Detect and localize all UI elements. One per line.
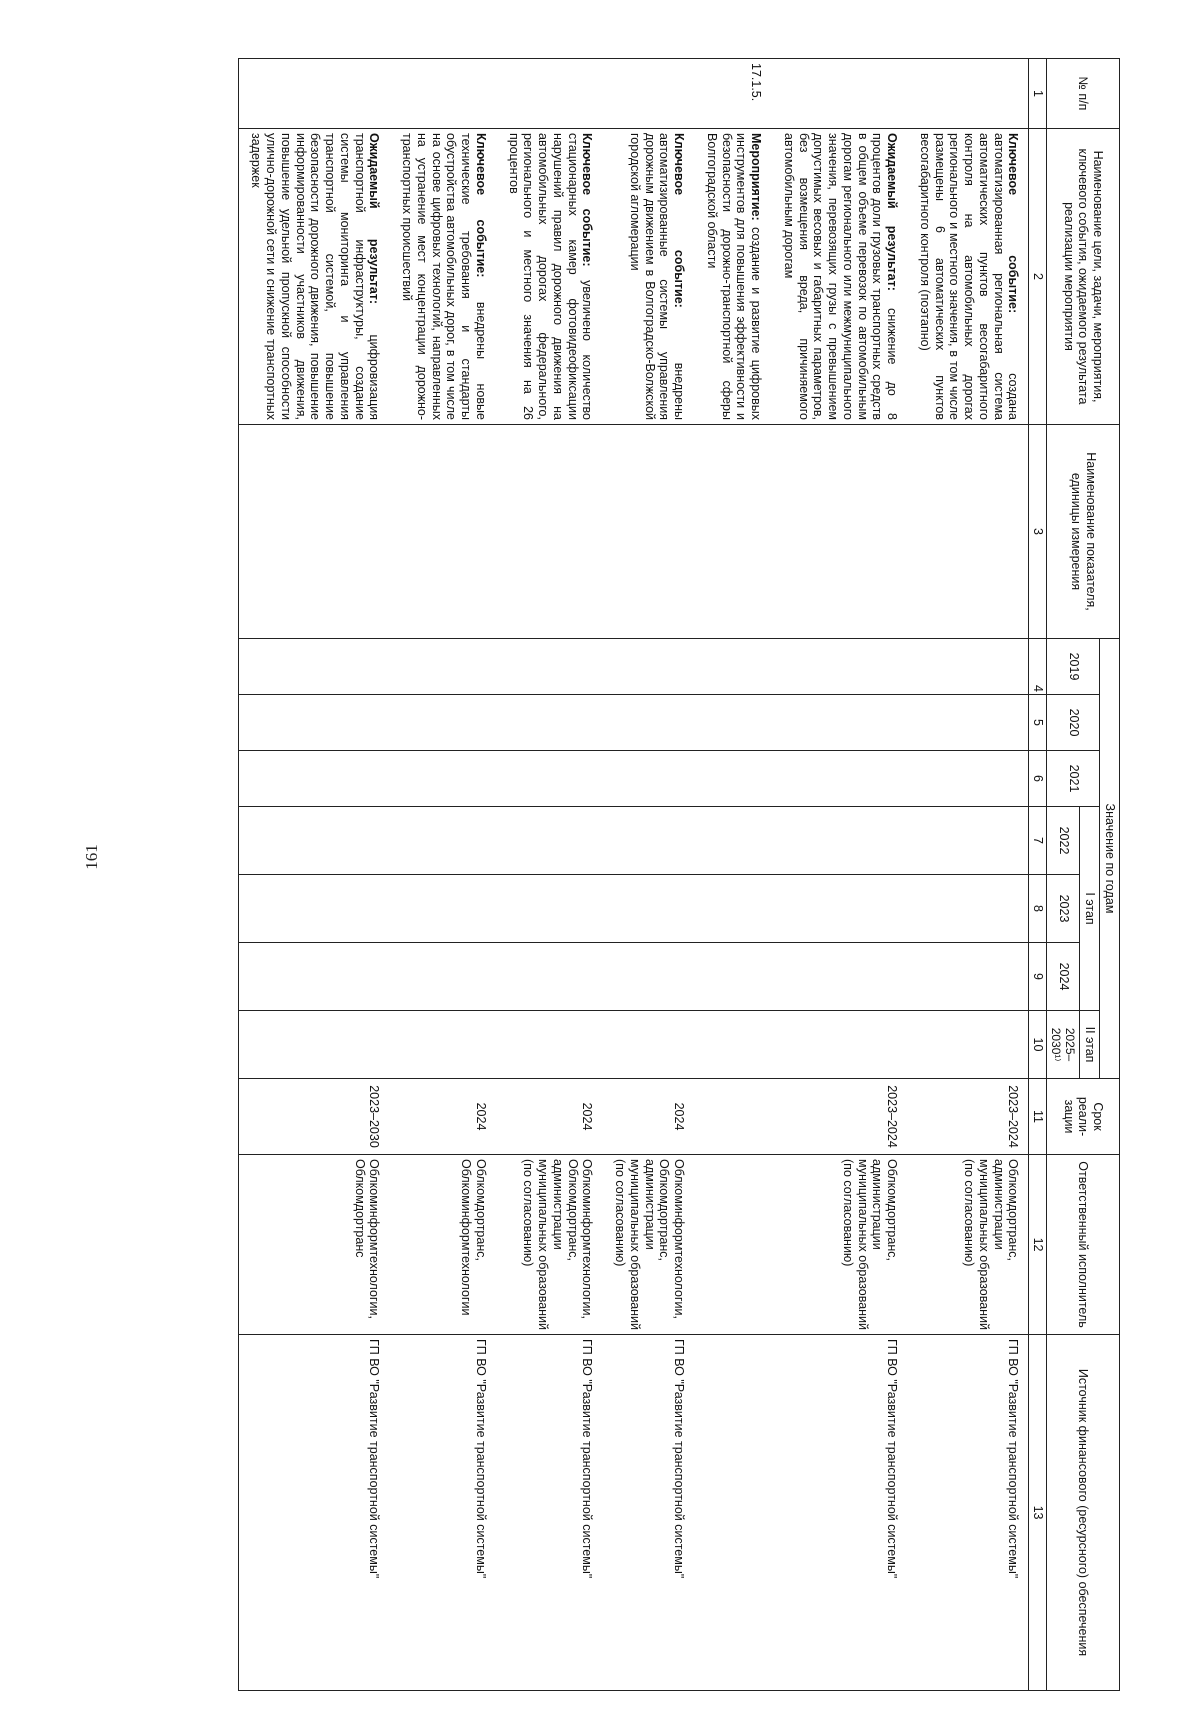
header-executor: Ответственный исполнитель xyxy=(1047,1155,1120,1335)
row-year-value xyxy=(602,943,694,1011)
row-source: ГП ВО "Развитие транспортной системы" xyxy=(907,1335,1029,1691)
header-year-2024: 2024 xyxy=(1047,943,1080,1011)
page-number: 161 xyxy=(82,844,101,870)
row-year-value xyxy=(496,639,603,695)
col-number: 3 xyxy=(1029,425,1047,639)
row-year-value xyxy=(238,695,389,751)
col-number: 10 xyxy=(1029,1011,1047,1079)
row-source: ГП ВО "Развитие транспортной системы" xyxy=(389,1335,496,1691)
header-stage-2: II этап xyxy=(1080,1011,1100,1079)
row-year-value xyxy=(771,1011,907,1079)
row-number xyxy=(496,59,603,129)
table-row xyxy=(771,59,907,1691)
row-indicator xyxy=(602,425,694,639)
row-indicator xyxy=(907,425,1029,639)
col-number: 7 xyxy=(1029,807,1047,875)
row-year-value xyxy=(694,1011,771,1079)
row-year-value xyxy=(496,751,603,807)
row-label: Ключевое событие: xyxy=(672,133,687,308)
row-description xyxy=(496,129,603,425)
row-year-value xyxy=(771,875,907,943)
row-year-value xyxy=(907,639,1029,695)
header-num: № п/п xyxy=(1047,59,1120,129)
header-year-2021: 2021 xyxy=(1047,751,1100,807)
header-year-2020: 2020 xyxy=(1047,695,1100,751)
header-values-by-year: Значение по годам xyxy=(1100,639,1120,1079)
row-executor: Облкоминформтехнологии, Облкомдортранс, администрации муниципальных образований (по согласованию) xyxy=(602,1155,694,1335)
row-year-value xyxy=(238,639,389,695)
row-year-value xyxy=(238,1011,389,1079)
row-year-value xyxy=(496,875,603,943)
header-year-2025-2030: 2025–2030¹⁾ xyxy=(1047,1011,1080,1079)
table-row xyxy=(602,59,694,1691)
row-year-value xyxy=(602,1011,694,1079)
row-year-value xyxy=(496,695,603,751)
row-year-value xyxy=(602,695,694,751)
row-year-value xyxy=(389,875,496,943)
row-year-value xyxy=(238,875,389,943)
row-year-value xyxy=(238,807,389,875)
row-number: 17.1.5. xyxy=(694,59,771,129)
row-description xyxy=(694,129,771,425)
row-year-value xyxy=(771,639,907,695)
row-description xyxy=(771,129,907,425)
col-number: 12 xyxy=(1029,1155,1047,1335)
row-description xyxy=(238,129,389,425)
row-executor: Облкоминформтехнологии, Облкомдортранс xyxy=(238,1155,389,1335)
row-year-value xyxy=(496,1011,603,1079)
row-year-value xyxy=(602,875,694,943)
row-label: Мероприятие: xyxy=(749,133,764,221)
row-number xyxy=(389,59,496,129)
row-text: цифровизация транспортной инфраструктуры, создание системы мониторинга и управления транспортной системой, повышение безопасности дорожного движения, повышение информированности участников движения, повышение удельной пропускной способности улично-дорожной сети и снижение транспортных задержек xyxy=(249,133,382,420)
row-year-value xyxy=(389,695,496,751)
row-text: внедрены автоматизированные системы управления дорожным движением в Волгоградско-Волжской городской агломерации xyxy=(627,133,687,420)
col-number: 1 xyxy=(1029,59,1047,129)
row-year-value xyxy=(907,1011,1029,1079)
header-indicator: Наименование показателя, единицы измерения xyxy=(1047,425,1120,639)
row-year-value xyxy=(907,695,1029,751)
row-year-value xyxy=(389,943,496,1011)
col-number: 2 xyxy=(1029,129,1047,425)
row-term: 2023–2030 xyxy=(238,1079,389,1155)
col-number: 11 xyxy=(1029,1079,1047,1155)
header-year-2019: 2019 xyxy=(1047,639,1100,695)
row-text: увеличено количество стационарных камер фотовидеофиксации нарушений правил дорожного движения на автомобильных дорогах федерального, регионального и местного значения на 26 процентов xyxy=(506,133,595,420)
row-executor xyxy=(694,1155,771,1335)
row-label: Ожидаемый результат: xyxy=(367,133,382,305)
row-text: снижение до 8 процентов доли грузовых транспортных средств в общем объеме перевозок по автомобильным дорогам регионального или межмуниципального значения, перевозящих грузы с превышением допустимых весовых и габаритных параметров, без возмещения вреда, причиняемого автомобильным дорогам xyxy=(781,133,900,420)
row-source: ГП ВО "Развитие транспортной системы" xyxy=(771,1335,907,1691)
row-indicator xyxy=(389,425,496,639)
row-executor: Облкоминформтехнологии, Облкомдортранс, администрации муниципальных образований (по согласованию) xyxy=(496,1155,603,1335)
row-year-value xyxy=(389,807,496,875)
row-year-value xyxy=(771,807,907,875)
row-executor: Облкомдортранс, администрации муниципальных образований (по согласованию) xyxy=(907,1155,1029,1335)
row-executor: Облкомдортранс, администрации муниципальных образований (по согласованию) xyxy=(771,1155,907,1335)
row-year-value xyxy=(496,807,603,875)
row-number xyxy=(907,59,1029,129)
table-row xyxy=(389,59,496,1691)
row-year-value xyxy=(602,807,694,875)
row-term xyxy=(694,1079,771,1155)
col-number: 6 xyxy=(1029,751,1047,807)
row-indicator xyxy=(694,425,771,639)
row-year-value xyxy=(238,751,389,807)
col-number: 8 xyxy=(1029,875,1047,943)
header-name: Наименование цели, задачи, мероприятия, ключевого события, ожидаемого результата реализации мероприятия xyxy=(1047,129,1120,425)
row-year-value xyxy=(907,807,1029,875)
table-row xyxy=(694,59,771,1691)
row-text: внедрены новые технические требования и стандарты обустройства автомобильных дорог, в том числе на основе цифровых технологий, направленных на устранение мест концентрации дорожно-транспортных происшествий xyxy=(400,133,488,420)
row-year-value xyxy=(694,695,771,751)
header-year-2022: 2022 xyxy=(1047,807,1080,875)
row-indicator xyxy=(238,425,389,639)
row-year-value xyxy=(907,875,1029,943)
row-year-value xyxy=(389,639,496,695)
row-description xyxy=(907,129,1029,425)
row-year-value xyxy=(496,943,603,1011)
row-year-value xyxy=(907,751,1029,807)
table-row xyxy=(907,59,1029,1691)
row-indicator xyxy=(496,425,603,639)
row-source: ГП ВО "Развитие транспортной системы" xyxy=(238,1335,389,1691)
header-stage-1: I этап xyxy=(1080,807,1100,1011)
header-row-1 xyxy=(1100,59,1120,1691)
row-description xyxy=(602,129,694,425)
rotated-table-container xyxy=(130,58,1120,1690)
row-year-value xyxy=(602,751,694,807)
row-year-value xyxy=(389,751,496,807)
row-number xyxy=(771,59,907,129)
row-term: 2023–2024 xyxy=(771,1079,907,1155)
row-year-value xyxy=(771,943,907,1011)
header-source: Источник финансового (ресурсного) обеспечения xyxy=(1047,1335,1120,1691)
header-term: Срок реали-зации xyxy=(1047,1079,1120,1155)
col-number: 4 xyxy=(1029,639,1047,695)
row-year-value xyxy=(771,695,907,751)
row-year-value xyxy=(389,1011,496,1079)
row-source: ГП ВО "Развитие транспортной системы" xyxy=(602,1335,694,1691)
row-source xyxy=(694,1335,771,1691)
row-year-value xyxy=(694,943,771,1011)
row-year-value xyxy=(771,751,907,807)
row-label: Ключевое событие: xyxy=(1006,133,1021,314)
row-term: 2024 xyxy=(389,1079,496,1155)
col-number: 13 xyxy=(1029,1335,1047,1691)
row-term: 2023–2024 xyxy=(907,1079,1029,1155)
col-number: 9 xyxy=(1029,943,1047,1011)
row-number xyxy=(238,59,389,129)
row-text: создание и развитие цифровых инструментов для повышения эффективности и безопасности дорожно-транспортной сферы Волгоградской области xyxy=(704,133,764,420)
col-number: 5 xyxy=(1029,695,1047,751)
table-body xyxy=(238,59,1029,1691)
row-term: 2024 xyxy=(602,1079,694,1155)
row-term: 2024 xyxy=(496,1079,603,1155)
row-year-value xyxy=(694,639,771,695)
row-label: Ожидаемый результат: xyxy=(885,133,900,291)
row-text: создана автоматизированная региональная система автоматических пунктов весогабаритного контроля на автомобильных дорогах регионального и местного значения, в том числе размещены 6 автоматических пунктов весогабаритного контроля (поэтапно) xyxy=(917,133,1021,420)
column-number-row xyxy=(1029,59,1047,1691)
row-year-value xyxy=(694,875,771,943)
table-row xyxy=(238,59,389,1691)
row-year-value xyxy=(602,639,694,695)
row-label: Ключевое событие: xyxy=(473,133,488,278)
header-year-2023: 2023 xyxy=(1047,875,1080,943)
row-source: ГП ВО "Развитие транспортной системы" xyxy=(496,1335,603,1691)
row-year-value xyxy=(694,751,771,807)
row-year-value xyxy=(694,807,771,875)
table-row xyxy=(496,59,603,1691)
row-description xyxy=(389,129,496,425)
row-label: Ключевое событие: xyxy=(580,133,595,267)
row-year-value xyxy=(907,943,1029,1011)
row-indicator xyxy=(771,425,907,639)
row-number xyxy=(602,59,694,129)
row-executor: Облкомдортранс, Облкоминформтехнологии xyxy=(389,1155,496,1335)
row-year-value xyxy=(238,943,389,1011)
program-table xyxy=(238,58,1120,1691)
